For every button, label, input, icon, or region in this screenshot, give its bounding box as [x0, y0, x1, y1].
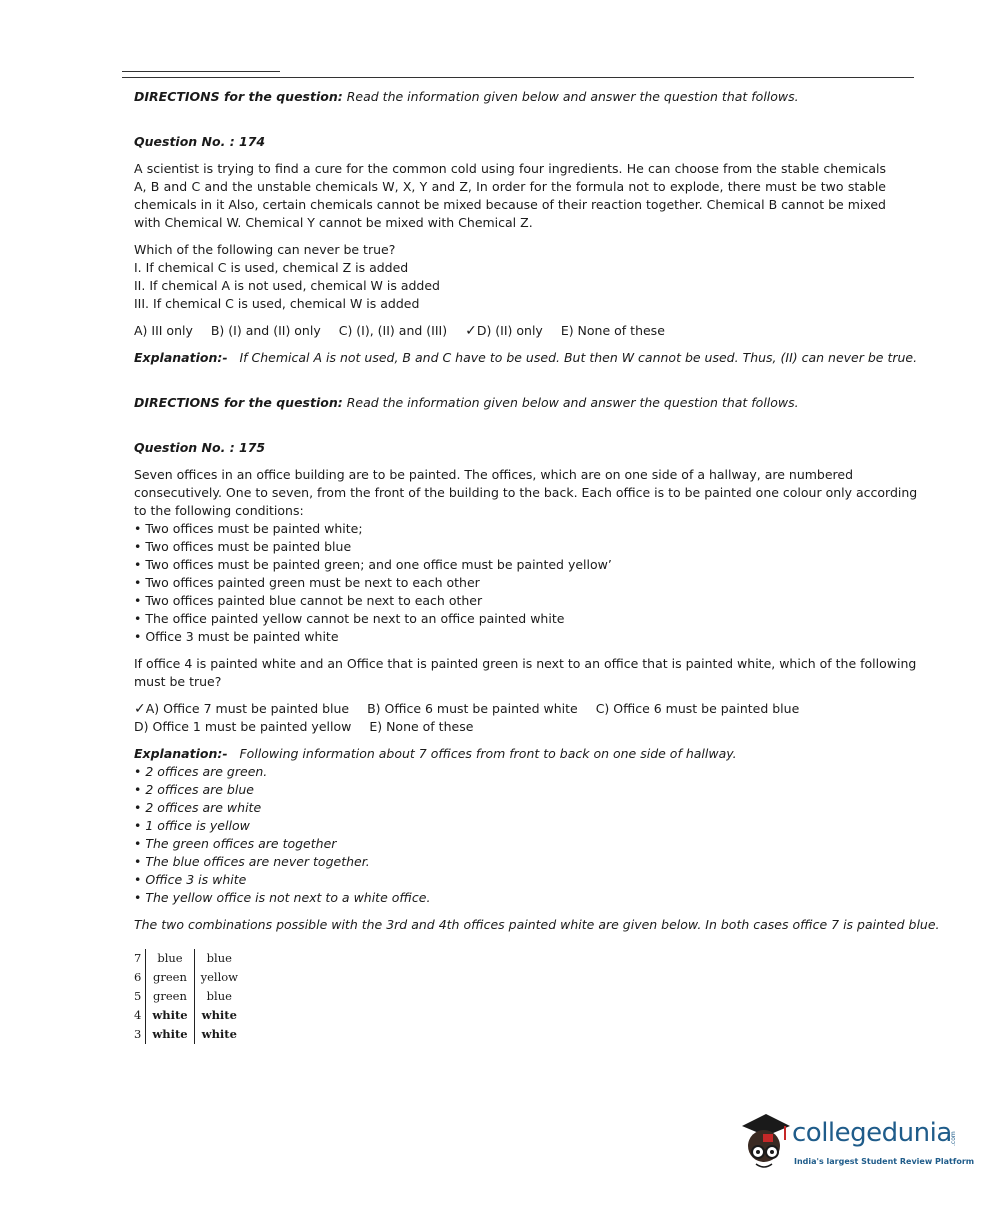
prompt-line-2: must be true?	[134, 674, 222, 689]
condition-1: • Two offices must be painted white;	[134, 521, 363, 536]
option-e: E) None of these	[369, 719, 474, 734]
directions-174	[134, 88, 894, 106]
directions-text: Read the information given below and answer the question that follows.	[346, 89, 799, 104]
explanation-point-1: • 2 offices are green.	[134, 764, 268, 779]
office-number: 5	[134, 987, 146, 1006]
table-row	[134, 968, 244, 987]
option-b: B) (I) and (II) only	[210, 323, 321, 338]
condition-5: • Two offices painted blue cannot be next to each other	[134, 593, 483, 608]
office-number: 4	[134, 1006, 146, 1025]
combinations-text: The two combinations possible with the 3rd and 4th offices painted white are given below. In both cases office 7 is painted blue.	[134, 917, 940, 932]
explanation-label: Explanation:-	[134, 746, 228, 761]
condition-2: • Two offices must be painted blue	[134, 539, 352, 554]
options-174	[134, 322, 894, 340]
condition-3: • Two offices must be painted green; and one office must be painted yellow’	[134, 557, 612, 572]
prompt-line-1: If office 4 is painted white and an Office that is painted green is next to an office that is painted white, which of the following	[134, 656, 917, 671]
explanation-text: Following information about 7 offices from front to back on one side of hallway.	[239, 746, 737, 761]
header-short-rule	[122, 71, 280, 72]
condition-7: • Office 3 must be painted white	[134, 629, 339, 644]
explanation-label: Explanation:-	[134, 350, 228, 365]
logo-name: collegedunia	[792, 1118, 952, 1148]
case-2-colour: blue	[206, 989, 232, 1003]
explanation-point-6: • The blue offices are never together.	[134, 854, 370, 869]
passage-line-1: Seven offices in an office building are to be painted. The offices, which are on one side of a hallway, are numbered	[134, 467, 854, 482]
case-2-colour: white	[201, 1027, 237, 1041]
case-1-colour: white	[146, 1006, 194, 1025]
options-175-row-2	[134, 718, 894, 736]
directions-175	[134, 394, 894, 412]
table-row	[134, 1006, 244, 1025]
table-row	[134, 949, 244, 968]
explanation-point-8: • The yellow office is not next to a white office.	[134, 890, 431, 905]
case-2-colour: yellow	[200, 970, 239, 984]
logo-domain-suffix: .com	[950, 1131, 957, 1146]
office-number: 6	[134, 968, 146, 987]
statement-3: III. If chemical C is used, chemical W is added	[134, 296, 420, 311]
explanation-text: If Chemical A is not used, B and C have to be used. But then W cannot be used. Thus, (II) can never be true.	[239, 350, 918, 365]
question-passage-174: A scientist is trying to find a cure for the common cold using four ingredients. He can choose from the stable chemicals A, B and C and the unstable chemicals W, X, Y and Z, In order for the formula not to explode, there must be two stable chemicals in it Also, certain chemicals cannot be mixed because of their reaction together. Chemical B cannot be mixed with Chemical W. Chemical Y cannot be mixed with Chemical Z.	[134, 161, 886, 230]
option-d: D) (II) only	[476, 323, 543, 338]
case-1-colour: white	[146, 1025, 194, 1044]
explanation-point-3: • 2 offices are white	[134, 800, 262, 815]
correct-check-icon: ✓	[134, 701, 146, 717]
explanation-174	[134, 349, 918, 367]
explanation-point-7: • Office 3 is white	[134, 872, 247, 887]
header-rule	[122, 77, 914, 78]
question-prompt-174: Which of the following can never be true?	[134, 242, 396, 257]
page-content	[134, 88, 940, 1044]
directions-label: DIRECTIONS for the question:	[134, 395, 343, 410]
table-row	[134, 987, 244, 1006]
explanation-point-5: • The green offices are together	[134, 836, 337, 851]
directions-label: DIRECTIONS for the question:	[134, 89, 343, 104]
logo-tagline: India's largest Student Review Platform	[794, 1157, 975, 1166]
explanation-point-2: • 2 offices are blue	[134, 782, 254, 797]
passage-line-2: consecutively. One to seven, from the front of the building to the back. Each office is to be painted one colour only according	[134, 485, 918, 500]
case-1-colour: green	[146, 968, 194, 987]
option-c: C) (I), (II) and (III)	[338, 323, 448, 338]
option-e: E) None of these	[560, 323, 665, 338]
option-a: A) III only	[134, 323, 193, 338]
statement-2: II. If chemical A is not used, chemical W is added	[134, 278, 440, 293]
condition-6: • The office painted yellow cannot be next to an office painted white	[134, 611, 565, 626]
question-number-175: Question No. : 175	[134, 440, 266, 455]
statement-1: I. If chemical C is used, chemical Z is added	[134, 260, 409, 275]
options-175-row-1	[134, 700, 894, 718]
explanation-175	[134, 745, 894, 763]
condition-4: • Two offices painted green must be next to each other	[134, 575, 480, 590]
option-d: D) Office 1 must be painted yellow	[134, 719, 352, 734]
question-number-174: Question No. : 174	[134, 134, 266, 149]
combinations-table	[134, 949, 244, 1044]
case-1-colour: green	[146, 987, 194, 1006]
option-a: A) Office 7 must be painted blue	[145, 701, 350, 716]
case-2-colour: blue	[206, 951, 232, 965]
explanation-point-4: • 1 office is yellow	[134, 818, 250, 833]
office-number: 7	[134, 949, 146, 968]
passage-line-3: to the following conditions:	[134, 503, 304, 518]
table-row	[134, 1025, 244, 1044]
office-number: 3	[134, 1025, 146, 1044]
case-2-colour: white	[201, 1008, 237, 1022]
option-b: B) Office 6 must be painted white	[367, 701, 578, 716]
option-c: C) Office 6 must be painted blue	[595, 701, 800, 716]
directions-text: Read the information given below and answer the question that follows.	[346, 395, 799, 410]
case-1-colour: blue	[146, 949, 194, 968]
correct-check-icon: ✓	[465, 323, 477, 339]
